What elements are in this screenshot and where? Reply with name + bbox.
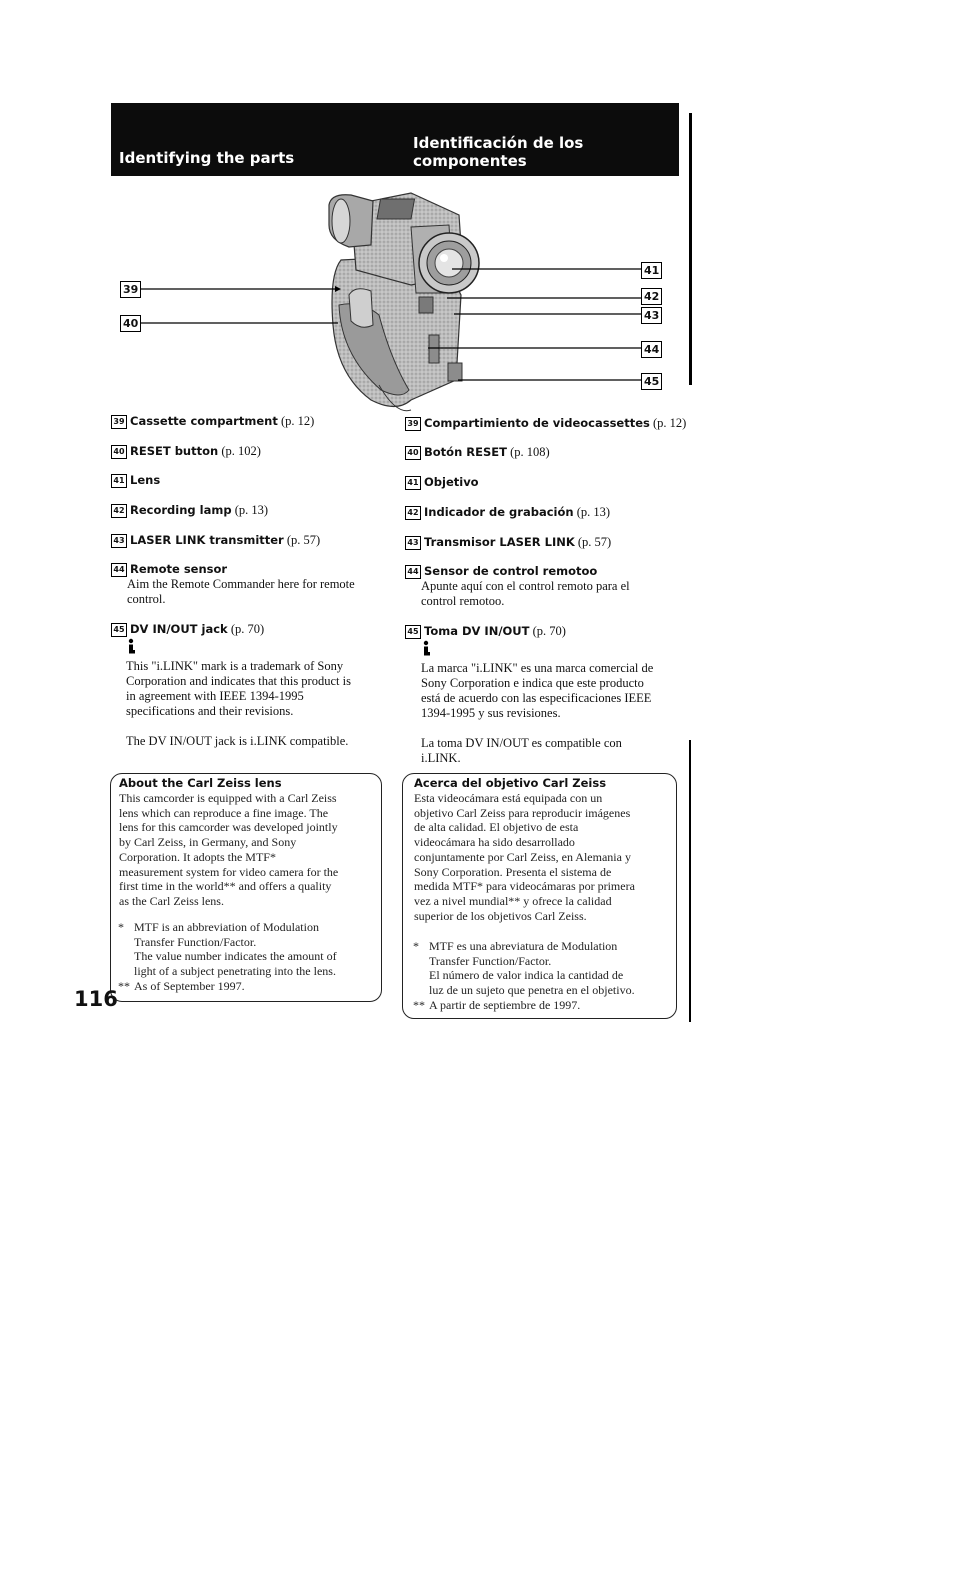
item-number: 43	[405, 536, 421, 550]
text-line: The value number indicates the amount of	[134, 949, 337, 964]
callout-43: 43	[641, 307, 662, 324]
en-item-43	[111, 533, 320, 548]
item-number: 41	[111, 474, 127, 488]
en-item-44	[111, 562, 391, 607]
footnote-marker: **	[413, 998, 425, 1012]
text-line: first time in the world** and offers a quality	[119, 879, 332, 894]
es-item-43	[405, 535, 611, 550]
note-body-en	[119, 791, 377, 909]
text-line: superior de los objetivos Carl Zeiss.	[414, 908, 587, 923]
item-label: DV IN/OUT jack	[130, 622, 228, 636]
en-item-40	[111, 444, 261, 459]
text-line: La toma DV IN/OUT es compatible con	[421, 736, 622, 750]
footnote-mtf-es	[413, 939, 674, 998]
item-label: Cassette compartment	[130, 414, 278, 428]
item-label: Objetivo	[424, 475, 479, 489]
item-page-ref: (p. 12)	[280, 414, 315, 428]
item-number: 39	[405, 417, 421, 431]
footnote-marker: **	[118, 979, 130, 993]
callout-41: 41	[641, 262, 662, 279]
text-line: lens for this camcorder was developed jointly	[119, 820, 338, 835]
item-number: 39	[111, 415, 127, 429]
callout-42: 42	[641, 288, 662, 305]
item-label: Recording lamp	[130, 503, 232, 517]
item-label: Indicador de grabación	[424, 505, 574, 519]
item-label: Remote sensor	[130, 562, 228, 576]
item-label: LASER LINK transmitter	[130, 533, 284, 547]
text-line: Corporation. It adopts the MTF*	[119, 849, 276, 864]
text-line: está de acuerdo con las especificaciones IEEE	[421, 691, 652, 705]
item-label: RESET button	[130, 444, 219, 458]
item-number: 43	[111, 534, 127, 548]
text-line: vez a nivel mundial** y ofrece la calidad	[414, 893, 612, 908]
note-title-es: Acerca del objetivo Carl Zeiss	[414, 776, 607, 790]
es-item-40	[405, 445, 550, 460]
es-item-45	[405, 624, 566, 639]
text-line: by Carl Zeiss, in Germany, and Sony	[119, 835, 297, 850]
item-number: 40	[111, 445, 127, 459]
section-title-english: Identifying the parts	[119, 149, 295, 167]
ilink-description-en	[126, 659, 388, 719]
item-page-ref: (p. 70)	[532, 624, 566, 638]
callout-40: 40	[120, 315, 141, 332]
text-line: in agreement with IEEE 1394-1995	[126, 689, 304, 703]
item-description-line2: control.	[127, 592, 166, 606]
item-page-ref: (p. 12)	[652, 416, 687, 430]
note-body-es	[414, 791, 672, 923]
footnote-date-es	[413, 998, 581, 1013]
text-line: luz de un sujeto que penetra en el objetivo.	[429, 983, 635, 998]
item-label: Transmisor LASER LINK	[424, 535, 575, 549]
en-item-39	[111, 414, 314, 429]
item-number: 44	[405, 565, 421, 579]
item-label: Botón RESET	[424, 445, 507, 459]
item-description-line2: control remotoo.	[421, 594, 505, 608]
item-page-ref: (p. 13)	[576, 505, 611, 519]
en-item-45	[111, 622, 264, 637]
text-line: La marca "i.LINK" es una marca comercial de	[421, 661, 654, 675]
es-item-39	[405, 416, 686, 431]
item-label: Sensor de control remotoo	[424, 564, 598, 578]
item-description-line1: Apunte aquí con el control remoto para el	[421, 579, 630, 593]
section-title-spanish-line1: Identificación de los	[413, 134, 584, 152]
item-number: 44	[111, 563, 127, 577]
en-item-42	[111, 503, 268, 518]
item-number: 41	[405, 476, 421, 490]
item-label: Toma DV IN/OUT	[424, 624, 530, 638]
text-line: lens which can reproduce a fine image. The	[119, 805, 329, 820]
text-line: i.LINK.	[421, 751, 461, 765]
text-line: light of a subject penetrating into the lens.	[134, 964, 336, 979]
item-label: Compartimiento de videocassettes	[424, 416, 650, 430]
text-line: conjuntamente por Carl Zeiss, en Alemania y	[414, 849, 631, 864]
text-line: Sony Corporation. Presenta el sistema de	[414, 864, 612, 879]
footnote-marker: *	[413, 939, 419, 953]
es-item-44	[405, 564, 685, 609]
footnote-marker: *	[118, 920, 124, 934]
callout-45: 45	[641, 373, 662, 390]
text-line: MTF es una abreviatura de Modulation	[429, 939, 618, 953]
text-line: MTF is an abbreviation of Modulation	[134, 920, 319, 934]
right-margin-rule-bottom	[689, 740, 691, 1022]
text-line: This camcorder is equipped with a Carl Zeiss	[119, 791, 337, 805]
text-line: videocámara ha sido desarrollado	[414, 835, 575, 850]
text-line: El número de valor indica la cantidad de	[429, 968, 624, 983]
item-page-ref: (p. 57)	[577, 535, 612, 549]
text-line: medida MTF* para videocámaras por primera	[414, 879, 635, 894]
text-line: Sony Corporation e indica que este producto	[421, 676, 644, 690]
item-number: 42	[111, 504, 127, 518]
text-line: Transfer Function/Factor.	[429, 953, 552, 968]
text-line: Corporation and indicates that this product is	[126, 674, 351, 688]
footnote-date-en	[118, 979, 245, 994]
text-line: A partir de septiembre de 1997.	[429, 998, 581, 1012]
footnote-mtf-en	[118, 920, 374, 979]
item-page-ref: (p. 13)	[234, 503, 269, 517]
ilink-compat-en: The DV IN/OUT jack is i.LINK compatible.	[126, 734, 349, 748]
text-line: measurement system for video camera for the	[119, 864, 339, 879]
item-page-ref: (p. 57)	[286, 533, 321, 547]
text-line: Esta videocámara está equipada con un	[414, 791, 603, 805]
note-title-en: About the Carl Zeiss lens	[119, 776, 282, 790]
item-number: 45	[111, 623, 127, 637]
item-page-ref: (p. 70)	[230, 622, 265, 636]
callout-leader-lines	[0, 0, 954, 420]
item-page-ref: (p. 108)	[510, 445, 550, 459]
page-number: 116	[74, 987, 118, 1011]
text-line: 1394-1995 y sus revisiones.	[421, 706, 561, 720]
item-number: 45	[405, 625, 421, 639]
ilink-icon	[421, 640, 431, 656]
item-label: Lens	[130, 473, 161, 487]
section-title-spanish-line2: componentes	[413, 152, 527, 170]
text-line: As of September 1997.	[134, 979, 245, 993]
en-item-41	[111, 473, 160, 488]
item-number: 40	[405, 446, 421, 460]
text-line: Transfer Function/Factor.	[134, 934, 257, 949]
text-line: specifications and their revisions.	[126, 704, 294, 718]
text-line: objetivo Carl Zeiss para reproducir imágenes	[414, 805, 631, 820]
text-line: de alta calidad. El objetivo de esta	[414, 820, 579, 835]
callout-39: 39	[120, 281, 141, 298]
item-page-ref: (p. 102)	[221, 444, 261, 458]
text-line: This "i.LINK" mark is a trademark of Sony	[126, 659, 344, 673]
ilink-icon	[126, 638, 136, 654]
es-item-41	[405, 475, 479, 490]
item-description-line1: Aim the Remote Commander here for remote	[127, 577, 355, 591]
item-number: 42	[405, 506, 421, 520]
ilink-description-es	[421, 661, 683, 721]
callout-44: 44	[641, 341, 662, 358]
ilink-compat-es	[421, 736, 622, 766]
text-line: as the Carl Zeiss lens.	[119, 893, 224, 908]
es-item-42	[405, 505, 610, 520]
